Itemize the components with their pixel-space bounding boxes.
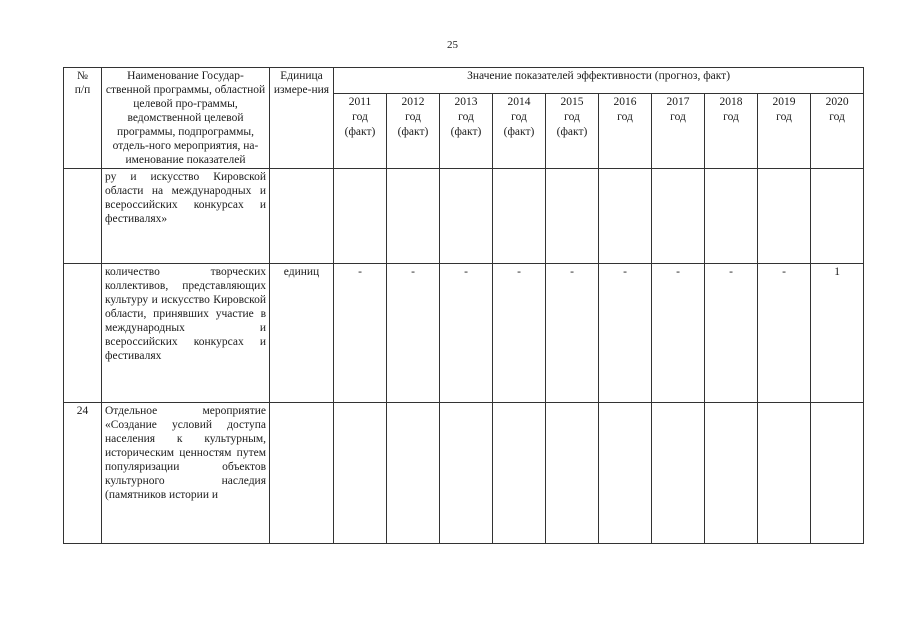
row-value bbox=[705, 403, 758, 544]
row-value bbox=[758, 403, 811, 544]
row-value bbox=[493, 403, 546, 544]
row-value bbox=[652, 169, 705, 264]
header-num: № п/п bbox=[64, 68, 102, 169]
row-num bbox=[64, 264, 102, 403]
indicator-table bbox=[63, 67, 864, 544]
row-value bbox=[334, 169, 387, 264]
table-header-row bbox=[64, 68, 864, 94]
header-year: 2017 год bbox=[652, 94, 705, 169]
row-value: - bbox=[652, 264, 705, 403]
row-num bbox=[64, 169, 102, 264]
row-value bbox=[387, 403, 440, 544]
row-name: Отдельное мероприятие «Создание условий доступа населения к культурным, историческим ценностям путем популяризации объектов культурного наследия (памятников истории и bbox=[102, 403, 270, 544]
row-value bbox=[652, 403, 705, 544]
row-value bbox=[334, 403, 387, 544]
row-value: - bbox=[493, 264, 546, 403]
row-value: - bbox=[387, 264, 440, 403]
table-row bbox=[64, 403, 864, 544]
table-row bbox=[64, 169, 864, 264]
header-year: 2011 год (факт) bbox=[334, 94, 387, 169]
header-name: Наименование Государ-ственной программы, областной целевой про-граммы, ведомственной целевой программы, подпрограммы, отдель-ного мероприятия, на-именование показателей bbox=[102, 68, 270, 169]
row-value: - bbox=[758, 264, 811, 403]
row-value bbox=[758, 169, 811, 264]
header-year: 2012 год (факт) bbox=[387, 94, 440, 169]
row-value bbox=[811, 403, 864, 544]
row-value bbox=[546, 403, 599, 544]
header-year: 2016 год bbox=[599, 94, 652, 169]
row-unit bbox=[270, 403, 334, 544]
table-row bbox=[64, 264, 864, 403]
row-value bbox=[599, 169, 652, 264]
row-name: количество творческих коллективов, представляющих культуру и искусство Кировской области, принявших участие в международных и всероссийских конкурсах и фестивалях bbox=[102, 264, 270, 403]
row-value bbox=[546, 169, 599, 264]
header-year: 2019 год bbox=[758, 94, 811, 169]
row-value: - bbox=[599, 264, 652, 403]
header-year: 2018 год bbox=[705, 94, 758, 169]
header-year: 2014 год (факт) bbox=[493, 94, 546, 169]
row-value bbox=[440, 403, 493, 544]
row-value: - bbox=[546, 264, 599, 403]
page-number: 25 bbox=[447, 39, 458, 51]
row-value bbox=[440, 169, 493, 264]
header-year: 2013 год (факт) bbox=[440, 94, 493, 169]
row-value: - bbox=[705, 264, 758, 403]
header-year: 2015 год (факт) bbox=[546, 94, 599, 169]
header-values-title: Значение показателей эффективности (прогноз, факт) bbox=[334, 68, 864, 94]
row-num: 24 bbox=[64, 403, 102, 544]
row-value: - bbox=[334, 264, 387, 403]
row-value bbox=[387, 169, 440, 264]
row-unit: единиц bbox=[270, 264, 334, 403]
header-unit: Единица измере-ния bbox=[270, 68, 334, 169]
row-value: 1 bbox=[811, 264, 864, 403]
row-name: ру и искусство Кировской области на международных и всероссийских конкурсах и фестивалях» bbox=[102, 169, 270, 264]
row-value bbox=[599, 403, 652, 544]
header-year: 2020 год bbox=[811, 94, 864, 169]
row-value: - bbox=[440, 264, 493, 403]
row-value bbox=[811, 169, 864, 264]
row-value bbox=[705, 169, 758, 264]
row-value bbox=[493, 169, 546, 264]
row-unit bbox=[270, 169, 334, 264]
